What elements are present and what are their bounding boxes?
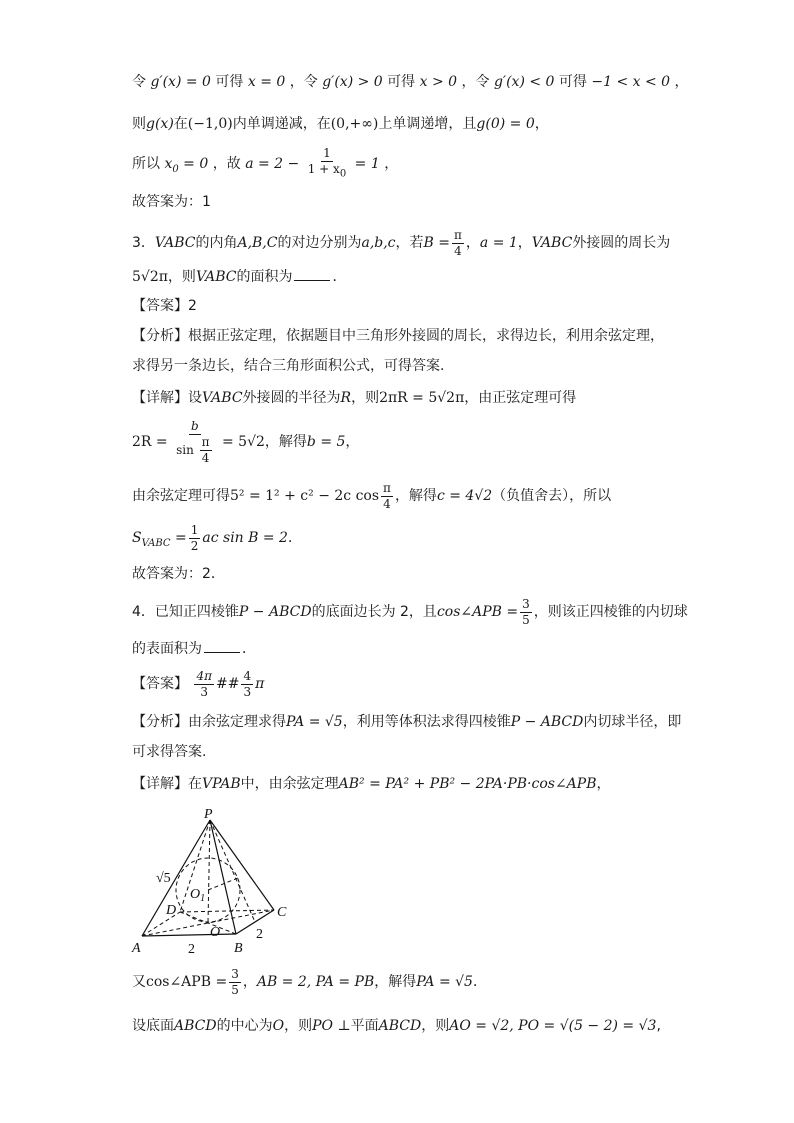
text: ，: [674, 74, 689, 90]
text: 可得: [387, 74, 416, 90]
edge-pc: [210, 820, 274, 910]
answer-line: 故答案为：1: [132, 194, 211, 210]
edge-dc: [180, 910, 274, 912]
math: x > 0: [419, 74, 458, 90]
analysis-line-1: 【分析】根据正弦定理，依据题目中三角形外接圆的周长，求得边长，利用余弦定理，: [132, 328, 664, 344]
text-line-1: [132, 72, 689, 92]
math: (−1,0): [187, 116, 233, 132]
equation-2: 由余弦定理可得5² = 1² + c² − 2c cos $\frac{\pi}{4}$ ，解得c = 4√2（负值舍去），所以: [132, 480, 612, 511]
slant-height: [210, 820, 255, 922]
radius-line: [208, 878, 238, 890]
answer-blank: [294, 266, 330, 281]
equation-5: 设底面ABCD的中心为O，则PO ⊥平面ABCD，则AO = √2, PO = √(5 − 2) = √3,: [132, 1018, 661, 1034]
math: a = 2 −: [245, 156, 300, 172]
label-p: P: [204, 808, 213, 822]
text: 所以: [132, 156, 160, 172]
label-ab-length: 2: [188, 942, 195, 957]
equation-4: 又cos∠APB = $\frac{3}{5}$ ，AB = 2, PA = PB，解得PA = √5．: [132, 966, 487, 997]
analysis-line-2: 求得另一条边长，结合三角形面积公式，可得答案.: [132, 358, 445, 374]
math: g(0) = 0: [476, 116, 535, 132]
text-line-3: [132, 146, 398, 188]
label-b: B: [234, 941, 243, 956]
math: g′(x) < 0: [493, 74, 555, 90]
label-d: D: [166, 903, 177, 918]
label-bc-length: 2: [256, 927, 263, 942]
subscript: 0: [172, 163, 179, 175]
text-line-2: [132, 114, 549, 134]
label-c: C: [277, 905, 287, 920]
math: = 0: [178, 156, 209, 172]
text: 可得: [215, 74, 244, 90]
text: ，: [534, 116, 549, 132]
text: 内单调递减，在: [232, 116, 331, 132]
math: g′(x) > 0: [322, 74, 383, 90]
label-o1: $O_1$: [190, 887, 206, 904]
answer-blank: [204, 638, 240, 653]
fraction: $\frac{3}{5}$: [522, 596, 530, 627]
math: x = 0: [247, 74, 286, 90]
fraction: b sin $\frac{\pi}{4}$: [176, 418, 210, 465]
fraction: $\frac{1}{1 + x_0}$: [307, 146, 347, 180]
detail-line-1: 【详解】在VPAB中，由余弦定理AB² = PA² + PB² − 2PA·PB·cos∠APB，: [132, 776, 611, 792]
math: (0,+∞): [330, 116, 379, 132]
text: 在: [173, 116, 188, 132]
label-side-length: √5: [156, 871, 171, 886]
fraction: $\frac{1}{2}$: [190, 522, 199, 553]
question-3-cont: 5√2π，则VABC的面积为 ．: [132, 266, 346, 287]
analysis-line-2: 可求得答案.: [132, 744, 207, 760]
answer-line: 故答案为：2．: [132, 566, 225, 582]
text: ，令: [461, 74, 490, 90]
text: 可得: [558, 74, 587, 90]
text: 令: [132, 74, 146, 90]
math: = 1: [354, 156, 380, 172]
equation-1: 2R = b sin $\frac{\pi}{4}$ = 5√2，解得b = 5，: [132, 418, 360, 465]
math: g(x): [146, 116, 174, 132]
edge-pb: [210, 820, 236, 934]
text: 上单调递增，且: [378, 116, 477, 132]
edge-ab: [142, 934, 236, 936]
fraction: $\frac{4}{3}$: [243, 668, 252, 699]
text: ，: [384, 156, 399, 172]
edge-pa: [142, 820, 210, 936]
question-4: 4．已知正四棱锥P − ABCD的底面边长为 2，且cos∠APB = $\frac{3}{5}$ ，则该正四棱锥的内切球: [132, 596, 688, 627]
fraction: $\frac{4\pi}{3}$: [196, 668, 212, 699]
answer-label: 【答案】2: [132, 298, 197, 314]
text: ，令: [289, 74, 318, 90]
text: 则: [132, 116, 146, 132]
label-o: O: [210, 925, 221, 940]
label-a: A: [132, 941, 141, 956]
pyramid-figure: [130, 808, 300, 958]
fraction: $\frac{\pi}{4}$: [454, 227, 462, 258]
math: x: [164, 156, 173, 172]
height-po: [208, 820, 210, 922]
fraction: $\frac{\pi}{4}$: [383, 480, 391, 511]
question-3: 3．VABC的内角A,B,C的对边分别为a,b,c，若B = $\frac{\pi}{4}$ ，a = 1，VABC外接圆的周长为: [132, 227, 671, 258]
question-4-cont: 的表面积为 ．: [132, 638, 256, 659]
analysis-line-1: 【分析】由余弦定理求得PA = √5，利用等体积法求得四棱锥P − ABCD内切球半径，即: [132, 714, 682, 730]
detail-line-1: 【详解】设VABC外接圆的半径为R，则2πR = 5√2π，由正弦定理可得: [132, 390, 577, 406]
answer-label: 【答案】 $\frac{4\pi}{3}$ ## $\frac{4}{3}$ π: [132, 668, 265, 699]
fraction: $\frac{3}{5}$: [231, 966, 239, 997]
math: g′(x) = 0: [150, 74, 211, 90]
text: ，故: [212, 156, 241, 172]
math: −1 < x < 0: [591, 74, 671, 90]
equation-3: $S_{VABC}$ = $\frac{1}{2}$ ac sin B = 2．: [132, 522, 302, 553]
